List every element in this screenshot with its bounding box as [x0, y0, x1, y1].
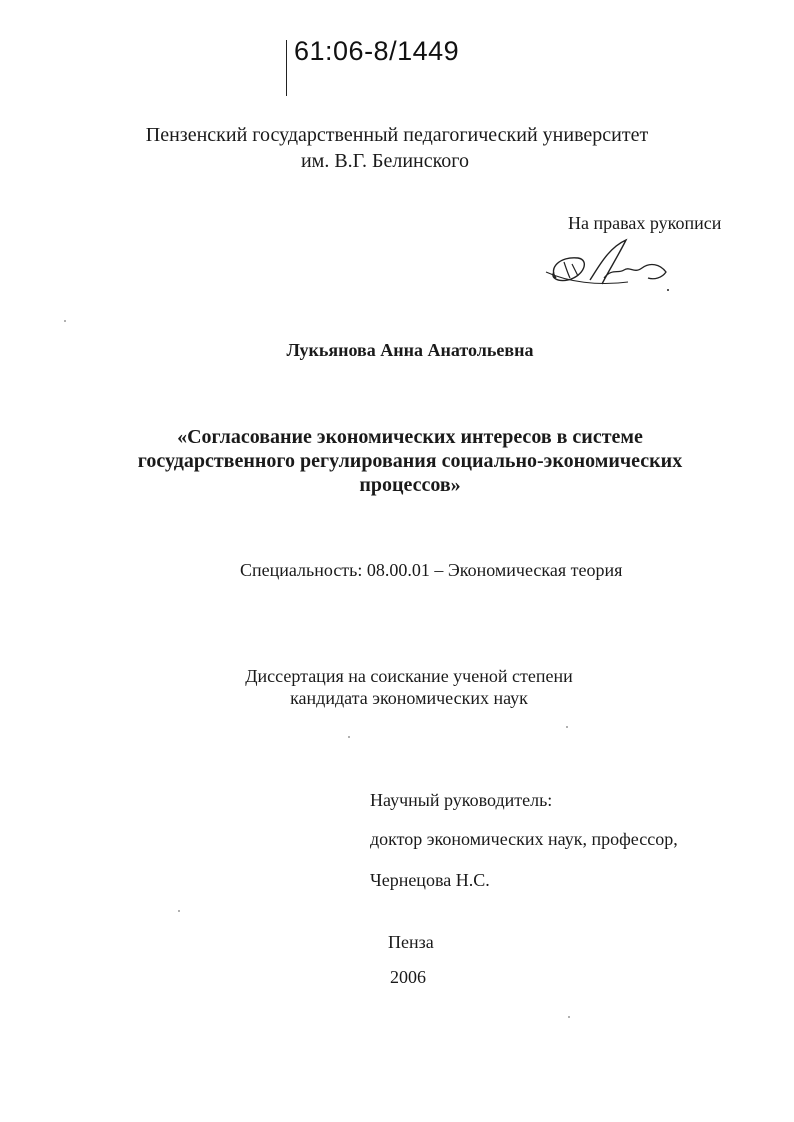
author-name: Лукьянова Анна Анатольевна: [286, 340, 534, 360]
title-line-1: «Согласование экономических интересов в системе: [177, 426, 643, 448]
signature: [538, 238, 678, 298]
city: Пенза: [388, 932, 434, 952]
scan-speck: [568, 1016, 570, 1018]
dissertation-line-2: кандидата экономических наук: [290, 688, 528, 708]
university-honorific: им. В.Г. Белинского: [300, 150, 470, 172]
catalog-code-bar: [286, 40, 287, 96]
year: 2006: [390, 967, 426, 987]
scan-speck: [178, 910, 180, 912]
supervisor-name: Чернецова Н.С.: [370, 870, 490, 890]
dissertation-type: [0, 665, 794, 709]
supervisor-label: Научный руководитель:: [370, 790, 553, 810]
scan-speck: [348, 736, 350, 738]
university-name: Пензенский государственный педагогический университет: [145, 124, 649, 146]
catalog-code: 61:06-8/1449: [294, 36, 460, 66]
supervisor-degree: доктор экономических наук, профессор,: [370, 829, 678, 849]
title-line-2: государственного регулирования социально-экономических: [137, 450, 683, 472]
scan-speck: [566, 726, 568, 728]
dissertation-line-1: Диссертация на соискание ученой степени: [245, 666, 573, 686]
dissertation-title: [0, 425, 794, 497]
title-line-3: процессов»: [359, 474, 461, 496]
manuscript-note: На правах рукописи: [568, 213, 722, 233]
specialty: Специальность: 08.00.01 – Экономическая теория: [240, 560, 623, 580]
scan-speck: [64, 320, 66, 322]
